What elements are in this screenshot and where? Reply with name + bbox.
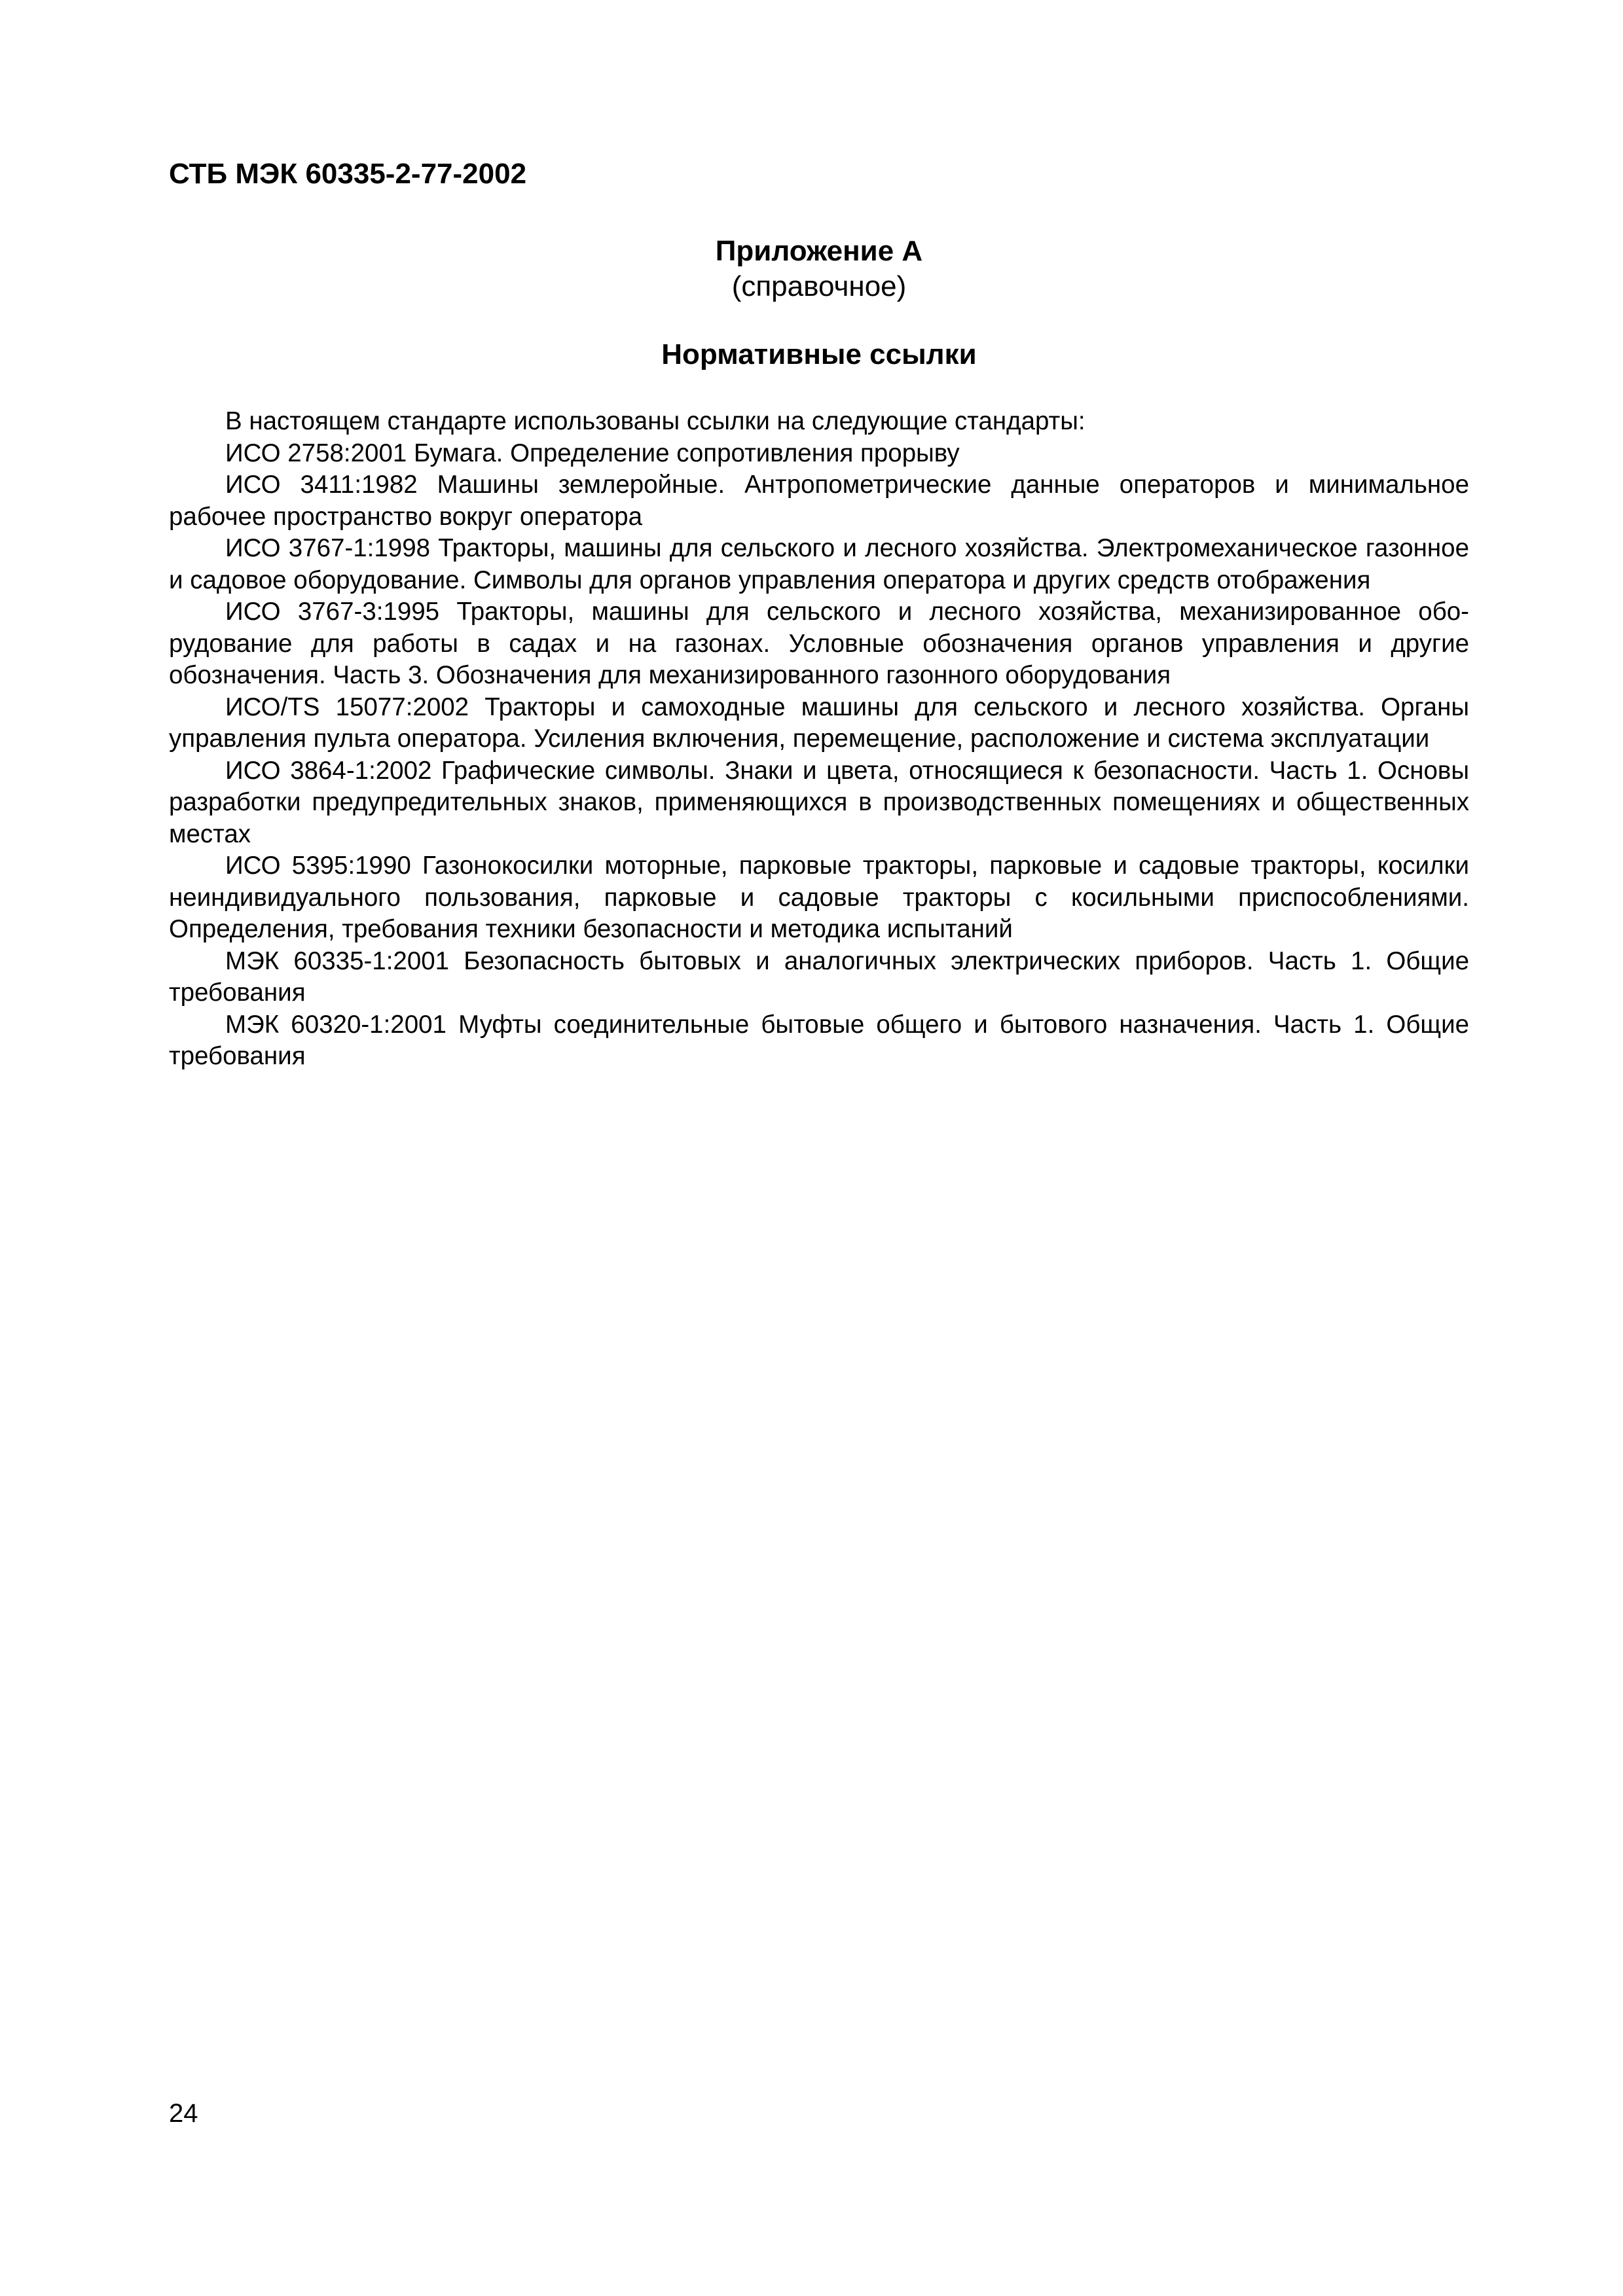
reference-iso-2758: ИСО 2758:2001 Бумага. Определение сопротивления прорыву [225,439,960,467]
page-number: 24 [169,2099,198,2128]
reference-iso-3767-3: ИСО 3767-3:1995 Тракторы, машины для сельского и лесного хозяйства, механизированное оборудование для работы в садах и на газонах. Условные обозначения органов управления и другие обозначения. Часть 3. Обозначения для механизированного газонного оборудования [169,598,1469,689]
document-code-header: СТБ МЭК 60335-2-77-2002 [169,158,527,190]
reference-iec-60320-1: МЭК 60320-1:2001 Муфты соединительные бытовые общего и бытового назначения. Часть 1. Общие требования [169,1010,1469,1070]
reference-iso-3411: ИСО 3411:1982 Машины землеройные. Антропометрические данные операторов и минимальное рабочее пространство вокруг оператора [169,471,1469,531]
section-title: Нормативные ссылки [661,338,977,370]
annex-title: Приложение А [715,235,923,267]
reference-iso-3864-1: ИСО 3864-1:2002 Графические символы. Знаки и цвета, относящиеся к безопасности. Часть 1. Основы разработки предупредительных знаков, применяющихся в производственных помещениях и общественных местах [169,756,1469,848]
reference-iso-ts-15077: ИСО/TS 15077:2002 Тракторы и самоходные машины для сельского и лесного хозяйства. Органы управления пульта оператора. Усиления включения, перемещение, расположение и система эксплуатации [169,692,1469,753]
intro-paragraph: В настоящем стандарте использованы ссылки на следующие стандарты: [225,407,1085,435]
annex-subtitle: (справочное) [731,270,907,302]
reference-iec-60335-1: МЭК 60335-1:2001 Безопасность бытовых и аналогичных электрических приборов. Часть 1. Общие требования [169,946,1469,1007]
normative-references-body [169,406,1469,1073]
reference-iso-5395: ИСО 5395:1990 Газонокосилки моторные, парковые тракторы, парковые и садовые тракторы, косилки неиндивидуального пользования, парковые и садовые тракторы с косильными приспособлениями. Определения, требования техники безопасности и методика испытаний [169,852,1469,943]
reference-iso-3767-1: ИСО 3767-1:1998 Тракторы, машины для сельского и лесного хозяйства. Электромеханическое газонное и садовое оборудование. Символы для органов управления оператора и других средств отображения [169,534,1469,594]
